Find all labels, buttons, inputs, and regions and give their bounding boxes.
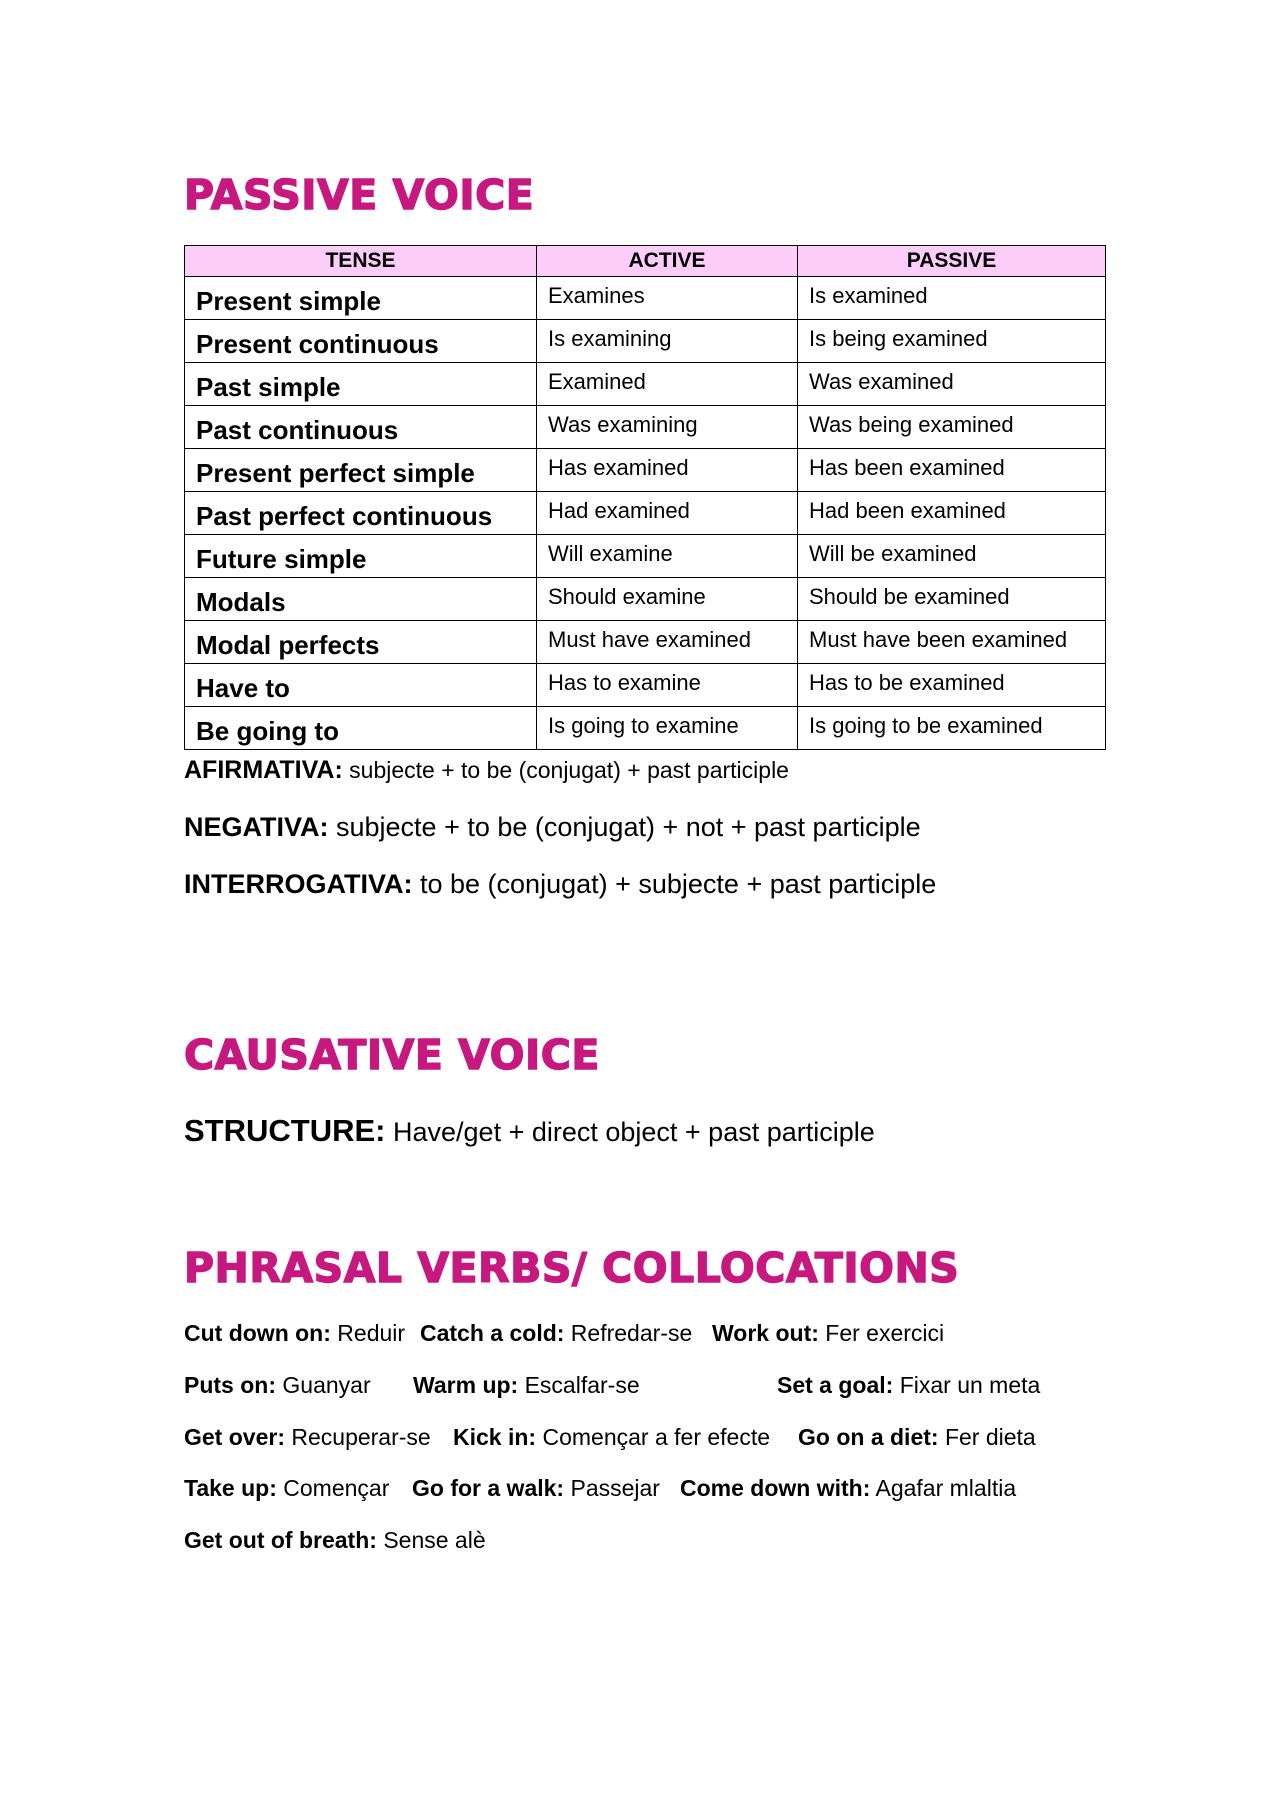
passive-cell: Has to be examined: [798, 664, 1106, 707]
tense-table: [184, 245, 1106, 750]
table-row: [185, 363, 1106, 406]
interrogativa-label: INTERROGATIVA:: [184, 869, 413, 899]
phrasal-meaning: Començar: [276, 1475, 390, 1501]
phrasal-meaning: Sense alè: [376, 1527, 486, 1553]
phrasal-term: Get out of breath:: [184, 1527, 377, 1553]
tense-cell: Modals: [185, 578, 537, 621]
negativa-label: NEGATIVA:: [184, 812, 329, 842]
active-cell: Examined: [537, 363, 798, 406]
tense-cell: Be going to: [185, 707, 537, 750]
structure-label: STRUCTURE:: [184, 1113, 386, 1148]
header-tense: TENSE: [185, 246, 537, 277]
table-row: [185, 535, 1106, 578]
phrasal-term: Work out:: [712, 1320, 819, 1346]
table-row: [185, 449, 1106, 492]
afirmativa-rule: [184, 756, 789, 785]
passive-cell: Has been examined: [798, 449, 1106, 492]
passive-cell: Must have been examined: [798, 621, 1106, 664]
tense-cell: Past perfect continuous: [185, 492, 537, 535]
active-cell: Has to examine: [537, 664, 798, 707]
tense-cell: Present simple: [185, 277, 537, 320]
phrasal-meaning: Començar a fer efecte: [536, 1424, 771, 1450]
table-header-row: [185, 246, 1106, 277]
phrasal-term: Take up:: [184, 1475, 277, 1501]
interrogativa-rule: [184, 869, 936, 900]
phrasal-item: [184, 1372, 371, 1399]
active-cell: Should examine: [537, 578, 798, 621]
phrasal-verbs-heading: PHRASAL VERBS/ COLLOCATIONS: [184, 1244, 960, 1292]
table-row: [185, 621, 1106, 664]
active-cell: Will examine: [537, 535, 798, 578]
passive-cell: Is being examined: [798, 320, 1106, 363]
phrasal-term: Kick in:: [453, 1424, 537, 1450]
phrasal-term: Go for a walk:: [412, 1475, 565, 1501]
phrasal-meaning: Guanyar: [276, 1372, 371, 1398]
table-row: [185, 320, 1106, 363]
afirmativa-label: AFIRMATIVA:: [184, 756, 343, 784]
passive-cell: Was being examined: [798, 406, 1106, 449]
phrasal-item: [184, 1475, 389, 1502]
active-cell: Must have examined: [537, 621, 798, 664]
tense-cell: Present continuous: [185, 320, 537, 363]
table-row: [185, 406, 1106, 449]
phrasal-item: [413, 1372, 640, 1399]
structure-text: Have/get + direct object + past participle: [385, 1117, 875, 1147]
phrasal-meaning: Fixar un meta: [893, 1372, 1041, 1398]
causative-voice-heading: CAUSATIVE VOICE: [184, 1031, 600, 1079]
tense-cell: Past simple: [185, 363, 537, 406]
active-cell: Is examining: [537, 320, 798, 363]
phrasal-item: [453, 1424, 770, 1451]
phrasal-meaning: Fer exercici: [818, 1320, 945, 1346]
passive-cell: Is going to be examined: [798, 707, 1106, 750]
tense-cell: Past continuous: [185, 406, 537, 449]
active-cell: Examines: [537, 277, 798, 320]
phrasal-meaning: Fer dieta: [938, 1424, 1036, 1450]
phrasal-term: Set a goal:: [777, 1372, 894, 1398]
phrasal-item: [184, 1424, 431, 1451]
passive-voice-heading: PASSIVE VOICE: [184, 171, 535, 219]
passive-cell: Is examined: [798, 277, 1106, 320]
phrasal-item: [420, 1320, 692, 1347]
table-row: [185, 707, 1106, 750]
active-cell: Was examining: [537, 406, 798, 449]
afirmativa-text: subjecte + to be (conjugat) + past participle: [342, 757, 789, 783]
phrasal-item: [184, 1320, 405, 1347]
causative-structure: [184, 1113, 875, 1149]
phrasal-term: Get over:: [184, 1424, 285, 1450]
phrasal-meaning: Agafar mlaltia: [870, 1475, 1017, 1501]
tense-cell: Modal perfects: [185, 621, 537, 664]
table-row: [185, 664, 1106, 707]
table-row: [185, 277, 1106, 320]
negativa-text: subjecte + to be (conjugat) + not + past participle: [328, 812, 921, 842]
phrasal-meaning: Passejar: [564, 1475, 660, 1501]
tense-cell: Future simple: [185, 535, 537, 578]
passive-cell: Should be examined: [798, 578, 1106, 621]
phrasal-item: [184, 1527, 486, 1554]
phrasal-meaning: Escalfar-se: [518, 1372, 640, 1398]
passive-cell: Will be examined: [798, 535, 1106, 578]
active-cell: Had examined: [537, 492, 798, 535]
table-row: [185, 492, 1106, 535]
phrasal-term: Cut down on:: [184, 1320, 331, 1346]
phrasal-item: [777, 1372, 1040, 1399]
passive-cell: Had been examined: [798, 492, 1106, 535]
phrasal-term: Go on a diet:: [798, 1424, 939, 1450]
header-passive: PASSIVE: [798, 246, 1106, 277]
active-cell: Has examined: [537, 449, 798, 492]
passive-cell: Was examined: [798, 363, 1106, 406]
phrasal-term: Puts on:: [184, 1372, 276, 1398]
phrasal-item: [412, 1475, 660, 1502]
phrasal-item: [680, 1475, 1016, 1502]
tense-cell: Present perfect simple: [185, 449, 537, 492]
interrogativa-text: to be (conjugat) + subjecte + past participle: [412, 869, 937, 899]
phrasal-item: [712, 1320, 944, 1347]
phrasal-term: Warm up:: [413, 1372, 519, 1398]
active-cell: Is going to examine: [537, 707, 798, 750]
negativa-rule: [184, 812, 921, 843]
header-active: ACTIVE: [537, 246, 798, 277]
phrasal-meaning: Refredar-se: [564, 1320, 693, 1346]
tense-cell: Have to: [185, 664, 537, 707]
phrasal-meaning: Reduir: [330, 1320, 406, 1346]
phrasal-term: Catch a cold:: [420, 1320, 565, 1346]
phrasal-term: Come down with:: [680, 1475, 871, 1501]
table-row: [185, 578, 1106, 621]
phrasal-meaning: Recuperar-se: [284, 1424, 431, 1450]
phrasal-item: [798, 1424, 1036, 1451]
